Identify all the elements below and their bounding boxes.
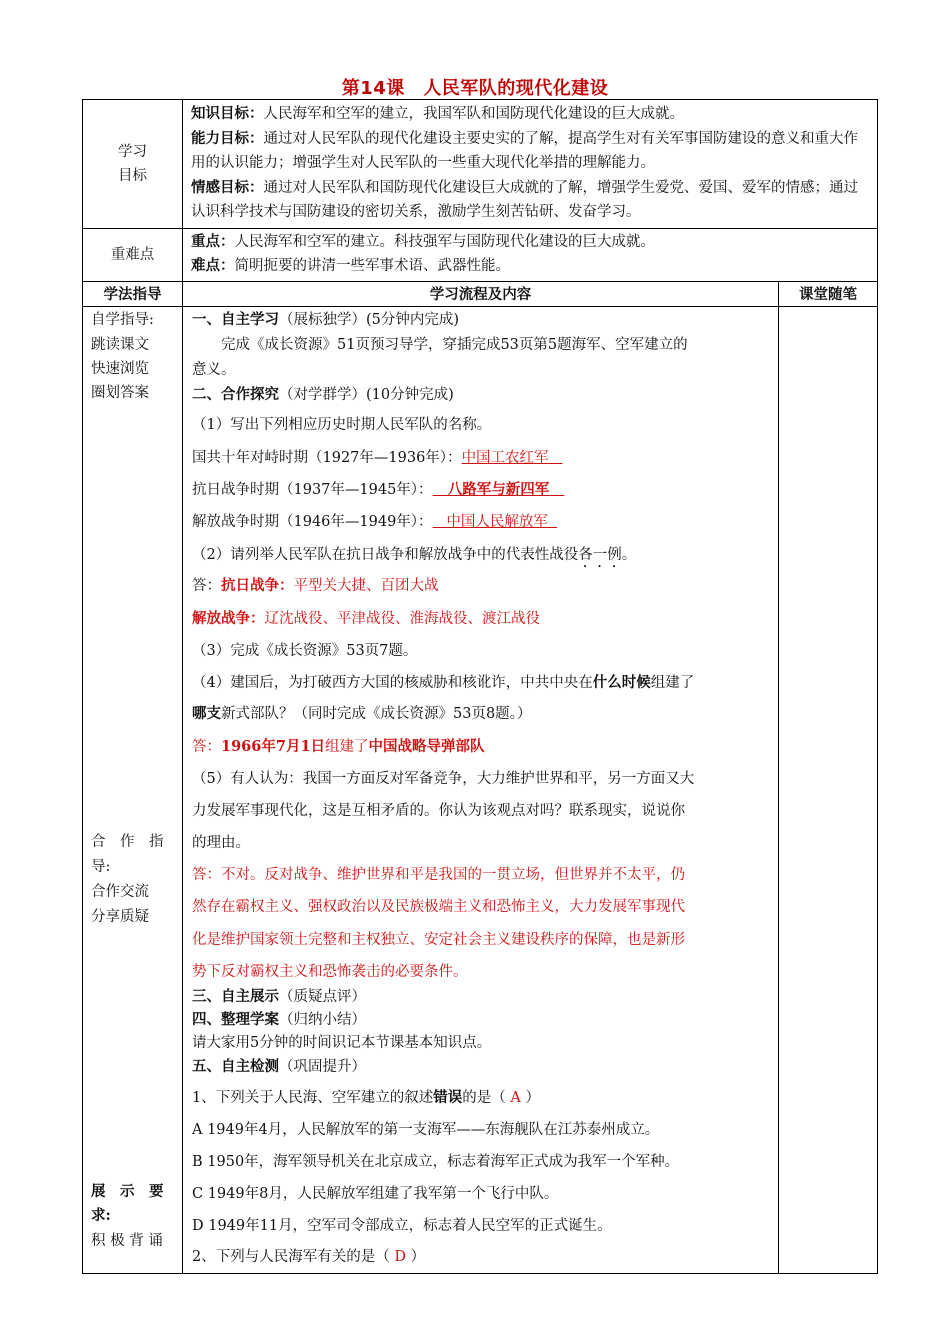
show-guide-title-2: 求: (91, 1206, 111, 1224)
q1-c-label: 解放战争时期（1946年—1949年）： (192, 513, 433, 530)
q4-answer-unit: 中国战略导弹部队 (368, 737, 485, 755)
q4-text-b: 组建了 (650, 674, 695, 691)
section3-title: 三、自主展示 (192, 987, 279, 1005)
question5-line1: （5）有人认为：我国一方面反对军备竞争，大力维护世界和平，另一方面又大 (192, 770, 695, 787)
question3: （3）完成《成长资源》53页7题。 (192, 642, 418, 659)
self-guide-2: 快速浏览 (91, 360, 149, 377)
lesson-table (82, 99, 878, 1274)
difficult-text: 简明扼要的讲清一些军事术语、武器性能。 (234, 258, 510, 274)
section4-title: 四、整理学案 (192, 1010, 279, 1028)
q2-answer1-label: 抗日战争： (221, 576, 294, 594)
q1-answer-a (192, 448, 770, 468)
q1-a-text: 中国工农红军 (461, 449, 549, 466)
q1-b-label: 抗日战争时期（1937年—1945年）： (192, 481, 433, 498)
section4-heading (192, 1010, 770, 1030)
key-points-row (83, 228, 878, 281)
section2-title: 二、合作探究 (192, 385, 279, 403)
header-notes: 课堂随笔 (779, 281, 878, 306)
ability-text: 通过对人民军队的现代化建设主要史实的了解，提高学生对有关军事国防建设的意义和重大作用的认识能力；增强学生对人民军队的一些重大现代化举措的理解能力。 (191, 130, 858, 171)
key-points-label: 重难点 (83, 228, 183, 281)
objectives-label (83, 100, 183, 229)
notes-column[interactable] (779, 306, 878, 1273)
content-row (83, 306, 878, 1273)
q1-c-answer (433, 514, 558, 530)
section5-heading (192, 1057, 770, 1077)
q5-answer-line1: 答：不对。反对战争、维护世界和平是我国的一贯立场，但世界并不太平，仍 (192, 866, 685, 883)
q1-answer-b (192, 480, 770, 500)
guide-column (83, 306, 183, 1273)
test2-text-a: 2、下列与人民海军有关的是（ (192, 1248, 390, 1265)
section1-text2: 意义。 (192, 361, 236, 378)
test1-text-a: 1、下列关于人民海、空军建立的叙述 (192, 1089, 434, 1106)
self-guide-3: 圈划答案 (91, 384, 149, 401)
question5-line2: 力发展军事现代化，这是互相矛盾的。你认为该观点对吗？联系现实，说说你 (192, 802, 685, 819)
section2-heading (192, 385, 770, 405)
page-title: 第14课 人民军队的现代化建设 (341, 78, 609, 99)
q4-which: 哪支 (192, 704, 221, 722)
q4-text-c: 新式部队？（同时完成《成长资源》53页8题。） (221, 705, 532, 722)
question2 (192, 545, 770, 571)
self-guide-1: 跳读课文 (91, 336, 149, 353)
test1-text-c: ） (525, 1089, 540, 1106)
q2-answer-2 (192, 609, 770, 629)
q2-answer-prefix: 答： (192, 577, 221, 594)
test1-answer: A (505, 1089, 526, 1106)
section1-heading (192, 310, 770, 330)
section3-heading (192, 987, 770, 1007)
test1-question (192, 1088, 770, 1108)
test2-answer: D (389, 1248, 411, 1265)
flow-column (183, 306, 779, 1273)
section3-note: （质疑点评） (279, 988, 366, 1005)
question4-line2 (192, 704, 770, 724)
q4-answer-date: 1966年7月1日 (221, 737, 326, 755)
q4-text-a: （4）建国后，为打破西方大国的核威胁和核讹诈，中共中央在 (192, 674, 593, 691)
test1-option-c: C 1949年8月，人民解放军组建了我军第一个飞行中队。 (192, 1185, 559, 1202)
knowledge-objective (183, 102, 877, 127)
header-flow: 学习流程及内容 (183, 281, 779, 306)
question1: （1）写出下列相应历史时期人民军队的名称。 (192, 416, 492, 433)
section2-note: （对学群学）(10分钟完成) (279, 386, 454, 403)
q4-answer (192, 737, 770, 757)
key-point (183, 230, 877, 255)
ability-label: 能力目标： (191, 129, 264, 147)
key-text: 人民海军和空军的建立。科技强军与国防现代化建设的巨大成就。 (234, 233, 655, 250)
ability-objective (183, 127, 877, 176)
q2-answer2: 辽沈战役、平津战役、淮海战役、渡江战役 (264, 610, 540, 627)
knowledge-text: 人民海军和空军的建立，我国军队和国防现代化建设的巨大成就。 (263, 106, 684, 122)
q2-answer2-label: 解放战争： (192, 609, 265, 627)
q2-answer1: 平型关大捷、百团大战 (293, 577, 439, 594)
header-method: 学法指导 (83, 281, 183, 306)
q4-when: 什么时候 (592, 673, 651, 691)
section1-title: 一、自主学习 (192, 310, 279, 328)
show-guide-title-1: 展 示 要 (91, 1182, 164, 1200)
q5-answer-line4: 势下反对霸权主义和恐怖袭击的必要条件。 (192, 963, 468, 980)
test1-text-b: 的是（ (462, 1089, 506, 1106)
objectives-label-line1: 学习 (118, 143, 147, 160)
coop-guide-title-2: 导: (91, 858, 111, 875)
test2-text-b: ） (410, 1248, 426, 1265)
difficult-point (183, 254, 877, 279)
objectives-row (83, 100, 878, 229)
coop-guide-2: 分享质疑 (91, 908, 149, 925)
section5-title: 五、自主检测 (192, 1057, 279, 1075)
coop-guide-title-1: 合 作 指 (91, 833, 164, 850)
q4-answer-prefix: 答： (192, 738, 221, 755)
emotion-label: 情感目标： (191, 178, 264, 196)
q1-answer-c (192, 512, 770, 532)
section1-text1: 完成《成长资源》51页预习导学，穿插完成53页第5题海军、空军建立的 (221, 336, 688, 353)
emotion-objective (183, 176, 877, 225)
test1-option-d: D 1949年11月，空军司令部成立，标志着人民空军的正式诞生。 (192, 1217, 612, 1234)
q2-end: 。 (621, 546, 637, 563)
test1-option-b: B 1950年，海军领导机关在北京成立，标志着海军正式成为我军一个军种。 (192, 1153, 680, 1170)
section4-text: 请大家用5分钟的时间识记本节课基本知识点。 (192, 1034, 492, 1051)
section5-note: （巩固提升） (279, 1058, 366, 1075)
question5-line3: 的理由。 (192, 834, 250, 851)
q2-text: （2）请列举人民军队在抗日战争和解放战争中的代表性战役 (192, 546, 579, 563)
key-label: 重点： (191, 232, 235, 250)
q5-answer-line3: 化是维护国家领土完整和主权独立、安定社会主义建设秩序的保障，也是新形 (192, 931, 685, 948)
question4-line1 (192, 673, 770, 693)
coop-guide-1: 合作交流 (91, 883, 149, 900)
section1-note: （展标独学）(5分钟内完成) (279, 311, 460, 328)
test1-option-a: A 1949年4月，人民解放军的第一支海军——东海舰队在江苏泰州成立。 (192, 1121, 660, 1138)
q5-answer-line2: 然存在霸权主义、强权政治以及民族极端主义和恐怖主义，大力发展军事现代 (192, 898, 685, 915)
section4-note: （归纳小结） (279, 1011, 366, 1028)
knowledge-label: 知识目标： (191, 105, 264, 122)
q2-answer-1 (192, 576, 770, 596)
q1-a-label: 国共十年对峙时期（1927年—1936年）： (192, 449, 462, 466)
difficult-label: 难点： (191, 257, 235, 274)
self-guide-title: 自学指导: (91, 311, 154, 328)
test2-question (192, 1247, 770, 1267)
show-guide-1: 积 极 背 诵 (91, 1232, 163, 1249)
q2-emphasis: 各一例 (578, 546, 622, 563)
column-header-row (83, 281, 878, 306)
objectives-content (183, 100, 878, 229)
q4-answer-mid: 组建了 (325, 738, 369, 755)
test1-emphasis: 错误 (433, 1088, 463, 1106)
q1-b-answer (433, 481, 565, 498)
key-points-content (183, 228, 878, 281)
objectives-label-line2: 目标 (118, 167, 147, 184)
q1-c-text: 中国人民解放军 (446, 513, 548, 530)
emotion-text: 通过对人民军队和国防现代化建设巨大成就的了解，增强学生爱党、爱国、爱军的情感；通过认识科学技术与国防建设的密切关系，激励学生刻苦钻研、发奋学习。 (191, 179, 858, 220)
q1-b-text: 八路军与新四军 (447, 480, 550, 498)
q1-a-answer (462, 450, 563, 466)
